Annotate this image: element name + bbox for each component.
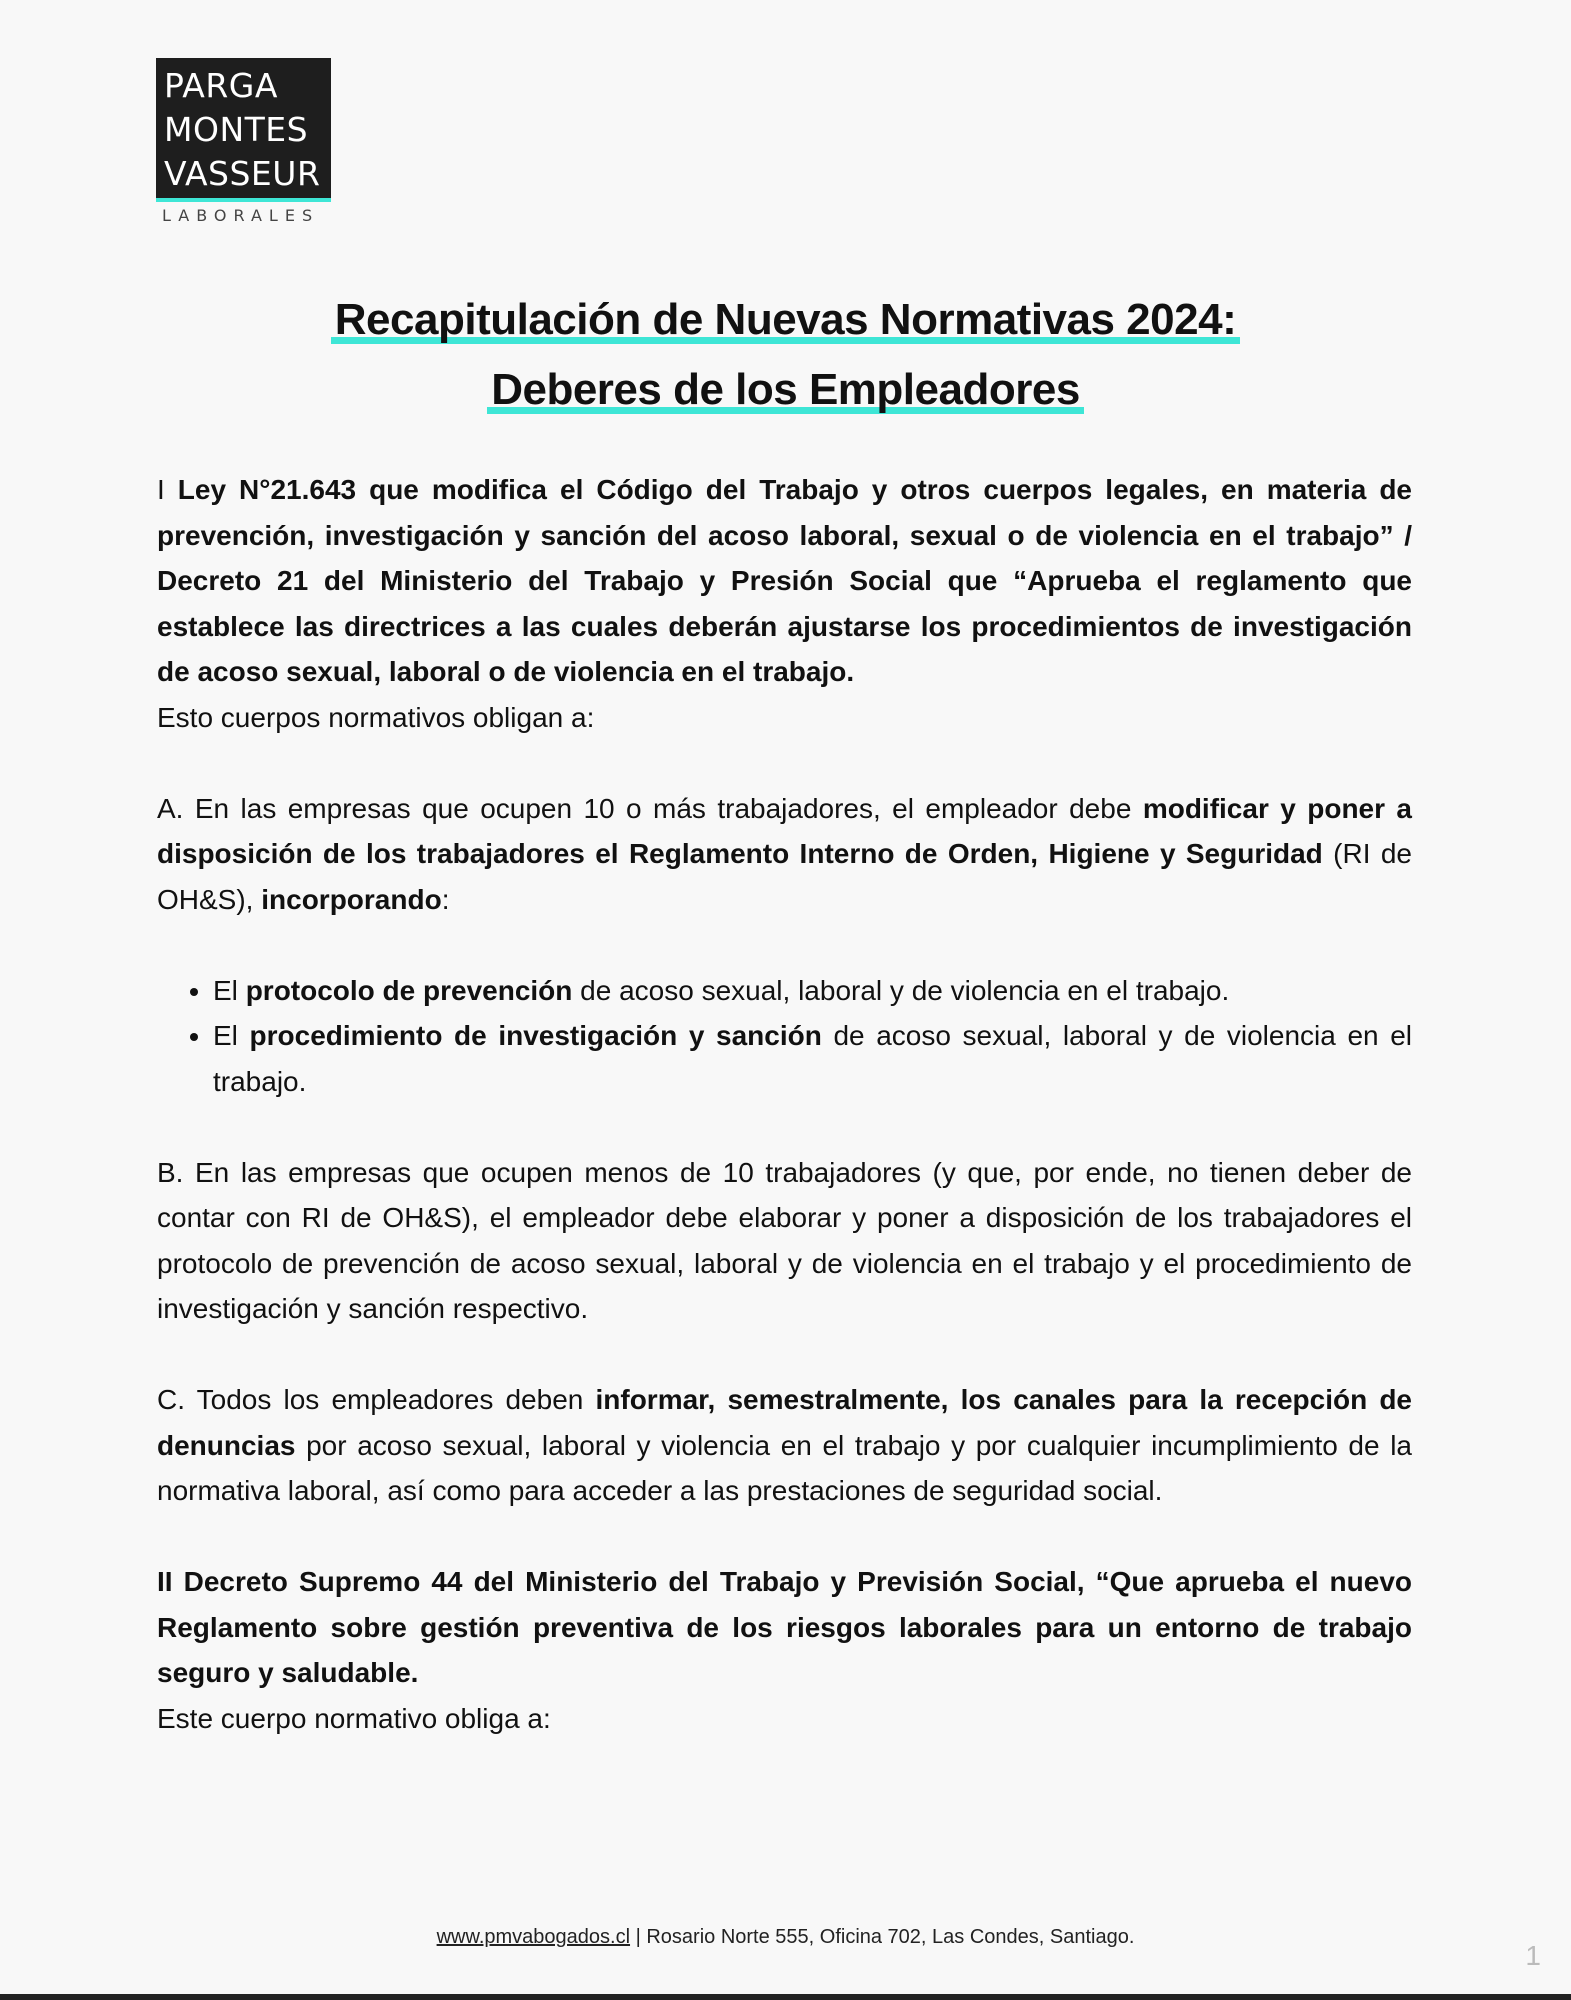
section-1-heading (157, 467, 1412, 695)
document-body (157, 467, 1412, 1741)
logo-box (156, 58, 331, 202)
bullet-1-bold: protocolo de prevención (245, 974, 573, 1006)
point-c-text-1: C. Todos los empleadores deben (157, 1384, 596, 1415)
logo-line-1: PARGA (164, 66, 278, 105)
section-1-intro: Esto cuerpos normativos obligan a: (157, 701, 595, 733)
document-title-line-1 (0, 295, 1571, 345)
bullet-list (157, 968, 1412, 1105)
section-1-prefix: I (157, 474, 178, 505)
title-line-2-text: Deberes de los Empleadores (487, 365, 1084, 414)
bullet-2-bold: procedimiento de investigación y sanción (249, 1020, 822, 1051)
bullet-1-post: de acoso sexual, laboral y de violencia en el trabajo. (572, 974, 1230, 1006)
point-a-text-3: : (441, 883, 450, 915)
company-logo (156, 58, 331, 225)
list-item (213, 1013, 1412, 1104)
title-line-1-text: Recapitulación de Nuevas Normativas 2024: (331, 295, 1240, 344)
point-c-text-2: por acoso sexual, laboral y violencia en el trabajo y por cualquier incumplimiento de la normativa laboral, así como para acceder a las prestaciones de seguridad social. (157, 1429, 1412, 1506)
section-2-intro: Este cuerpo normativo obliga a: (157, 1702, 551, 1734)
website-link[interactable]: www.pmvabogados.cl (436, 1926, 631, 1948)
point-c-bold: informar, semestralmente, los canales para la recepción de denuncias (157, 1384, 1413, 1461)
bottom-bar (0, 1994, 1571, 2000)
footer-address: | Rosario Norte 555, Oficina 702, Las Condes, Santiago. (630, 1926, 1135, 1948)
section-2-heading (157, 1559, 1412, 1696)
bullet-2-post: de acoso sexual, laboral y de violencia en el trabajo. (213, 1020, 1412, 1097)
point-a (157, 786, 1412, 923)
point-a-bold-1: modificar y poner a disposición de los trabajadores el Reglamento Interno de Orden, Higiene y Seguridad (157, 792, 1412, 869)
point-a-text-2: (RI de OH&S), (157, 838, 1412, 915)
point-a-bold-2: incorporando (261, 883, 442, 915)
point-b: B. En las empresas que ocupen menos de 10 trabajadores (y que, por ende, no tienen deber de contar con RI de OH&S), el empleador debe elaborar y poner a disposición de los trabajadores el protocolo de prevención de acoso sexual, laboral y de violencia en el trabajo y el procedimiento de investigación y sanción respectivo. (157, 1156, 1412, 1324)
point-a-text-1: A. En las empresas que ocupen 10 o más trabajadores, el empleador debe (157, 792, 1143, 824)
page-number: 1 (1525, 1940, 1541, 1971)
point-c (157, 1377, 1412, 1514)
page-footer (0, 1926, 1571, 1949)
logo-subtitle: LABORALES (162, 206, 320, 225)
bullet-1-pre: El (213, 974, 246, 1006)
section-2-heading-text: II Decreto Supremo 44 del Ministerio del Trabajo y Previsión Social, “Que aprueba el nuevo Reglamento sobre gestión preventiva de los riesgos laborales para un entorno de trabajo seguro y saludable. (157, 1566, 1412, 1688)
logo-line-2: MONTES (164, 110, 309, 149)
bullet-2-pre: El (213, 1020, 250, 1051)
document-title-line-2 (0, 365, 1571, 415)
logo-line-3: VASSEUR (164, 154, 321, 193)
list-item (213, 968, 1412, 1014)
section-1-heading-text: Ley N°21.643 que modifica el Código del Trabajo y otros cuerpos legales, en materia de prevención, investigación y sanción del acoso laboral, sexual o de violencia en el trabajo” / Decreto 21 del Ministerio del Trabajo y Presión Social que “Aprueba el reglamento que establece las directrices a las cuales deberán ajustarse los procedimientos de investigación de acoso sexual, laboral o de violencia en el trabajo. (157, 474, 1412, 687)
